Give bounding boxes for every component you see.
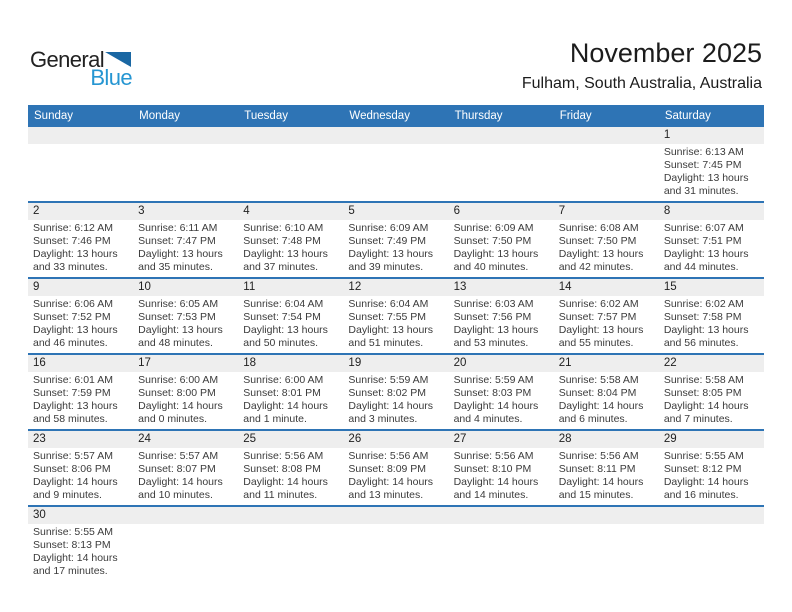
day-number: 9 <box>28 279 133 296</box>
daylight-hours-text: Daylight: 14 hours <box>138 476 223 488</box>
daylight-minutes-text: and 55 minutes. <box>558 337 634 349</box>
daylight-minutes-text: and 1 minute. <box>243 413 307 425</box>
day-cell <box>449 203 554 277</box>
sunset-text: Sunset: 8:03 PM <box>453 387 532 399</box>
day-number: 28 <box>554 431 659 448</box>
day-details <box>449 144 554 201</box>
day-number: 26 <box>343 431 448 448</box>
daylight-hours-text: Daylight: 14 hours <box>33 476 118 488</box>
day-number <box>449 507 554 524</box>
daylight-hours-text: Daylight: 13 hours <box>243 324 328 336</box>
sunrise-text: Sunrise: 5:55 AM <box>33 526 113 538</box>
day-details <box>343 448 448 505</box>
day-details <box>133 144 238 201</box>
day-number: 5 <box>343 203 448 220</box>
daylight-hours-text: Daylight: 13 hours <box>138 324 223 336</box>
day-number: 29 <box>659 431 764 448</box>
daylight-hours-text: Daylight: 14 hours <box>243 476 328 488</box>
day-cell <box>659 279 764 353</box>
day-cell <box>659 203 764 277</box>
week-row <box>28 277 764 353</box>
day-details <box>449 524 554 581</box>
day-cell <box>133 355 238 429</box>
empty-day-cell <box>238 127 343 201</box>
day-details <box>449 372 554 429</box>
day-number: 24 <box>133 431 238 448</box>
day-cell <box>343 279 448 353</box>
weekday-header-thursday: Thursday <box>454 110 503 122</box>
daylight-minutes-text: and 10 minutes. <box>138 489 213 501</box>
sunrise-text: Sunrise: 5:57 AM <box>138 450 219 462</box>
day-details <box>28 372 133 429</box>
day-number: 27 <box>449 431 554 448</box>
sunrise-text: Sunrise: 5:58 AM <box>558 374 639 386</box>
sunset-text: Sunset: 7:48 PM <box>243 235 321 247</box>
daylight-minutes-text: and 0 minutes. <box>138 413 208 425</box>
sunset-text: Sunset: 7:50 PM <box>453 235 532 247</box>
sunrise-text: Sunrise: 6:01 AM <box>33 374 113 386</box>
sunrise-text: Sunrise: 6:05 AM <box>138 298 219 310</box>
sunset-text: Sunset: 8:02 PM <box>348 387 427 399</box>
day-cell <box>659 355 764 429</box>
day-details <box>343 524 448 581</box>
sunrise-text: Sunrise: 5:59 AM <box>453 374 534 386</box>
day-number: 23 <box>28 431 133 448</box>
sunset-text: Sunset: 8:05 PM <box>663 387 742 399</box>
empty-day-cell <box>554 127 659 201</box>
daylight-minutes-text: and 11 minutes. <box>243 489 318 501</box>
day-number <box>659 507 764 524</box>
sunset-text: Sunset: 8:06 PM <box>33 463 111 475</box>
daylight-hours-text: Daylight: 14 hours <box>243 400 328 412</box>
sunset-text: Sunset: 8:09 PM <box>348 463 427 475</box>
daylight-minutes-text: and 37 minutes. <box>243 261 318 273</box>
day-cell <box>238 279 343 353</box>
sunrise-text: Sunrise: 5:56 AM <box>558 450 639 462</box>
day-details <box>238 296 343 353</box>
week-row <box>28 353 764 429</box>
day-number <box>133 127 238 144</box>
daylight-hours-text: Daylight: 14 hours <box>138 400 223 412</box>
daylight-hours-text: Daylight: 14 hours <box>558 476 644 488</box>
daylight-minutes-text: and 58 minutes. <box>33 413 108 425</box>
day-details <box>238 144 343 201</box>
day-details <box>659 144 764 201</box>
sunset-text: Sunset: 7:59 PM <box>33 387 111 399</box>
day-cell <box>28 279 133 353</box>
week-row <box>28 127 764 201</box>
day-number: 17 <box>133 355 238 372</box>
day-details <box>659 296 764 353</box>
day-details <box>449 448 554 505</box>
day-cell <box>133 279 238 353</box>
day-number: 19 <box>343 355 448 372</box>
daylight-hours-text: Daylight: 13 hours <box>33 400 118 412</box>
day-number: 10 <box>133 279 238 296</box>
day-cell <box>28 431 133 505</box>
sunset-text: Sunset: 7:52 PM <box>33 311 111 323</box>
sunrise-text: Sunrise: 6:02 AM <box>558 298 639 310</box>
daylight-minutes-text: and 17 minutes. <box>33 565 108 577</box>
day-details <box>238 448 343 505</box>
daylight-minutes-text: and 35 minutes. <box>138 261 213 273</box>
weekday-header-wednesday: Wednesday <box>349 110 410 122</box>
day-details <box>659 524 764 581</box>
day-number: 13 <box>449 279 554 296</box>
daylight-minutes-text: and 31 minutes. <box>663 185 739 197</box>
day-cell <box>343 355 448 429</box>
weekday-header-monday: Monday <box>139 110 181 122</box>
daylight-hours-text: Daylight: 13 hours <box>348 248 434 260</box>
sunset-text: Sunset: 7:51 PM <box>663 235 742 247</box>
day-number: 16 <box>28 355 133 372</box>
daylight-hours-text: Daylight: 14 hours <box>348 476 434 488</box>
daylight-hours-text: Daylight: 13 hours <box>33 248 118 260</box>
day-details <box>343 220 448 277</box>
daylight-hours-text: Daylight: 14 hours <box>558 400 644 412</box>
sunrise-text: Sunrise: 6:10 AM <box>243 222 324 234</box>
day-number <box>343 507 448 524</box>
day-cell <box>659 431 764 505</box>
sunset-text: Sunset: 7:53 PM <box>138 311 216 323</box>
day-cell <box>238 355 343 429</box>
daylight-minutes-text: and 46 minutes. <box>33 337 108 349</box>
weekday-header-sunday: Sunday <box>34 110 74 122</box>
sunrise-text: Sunrise: 5:57 AM <box>33 450 113 462</box>
empty-day-cell <box>449 127 554 201</box>
sunset-text: Sunset: 8:04 PM <box>558 387 637 399</box>
sunset-text: Sunset: 7:46 PM <box>33 235 111 247</box>
day-cell <box>238 203 343 277</box>
day-number: 11 <box>238 279 343 296</box>
sunset-text: Sunset: 8:13 PM <box>33 539 111 551</box>
daylight-hours-text: Daylight: 14 hours <box>33 552 118 564</box>
sunrise-text: Sunrise: 5:58 AM <box>663 374 744 386</box>
title-block <box>522 38 762 93</box>
day-details <box>28 296 133 353</box>
day-details <box>133 296 238 353</box>
day-number <box>554 127 659 144</box>
sunrise-text: Sunrise: 6:11 AM <box>138 222 218 234</box>
daylight-hours-text: Daylight: 13 hours <box>453 248 539 260</box>
daylight-minutes-text: and 44 minutes. <box>663 261 739 273</box>
daylight-hours-text: Daylight: 14 hours <box>663 476 749 488</box>
weekday-header-tuesday: Tuesday <box>244 110 288 122</box>
day-number <box>133 507 238 524</box>
daylight-minutes-text: and 42 minutes. <box>558 261 634 273</box>
day-cell <box>238 431 343 505</box>
sunset-text: Sunset: 7:49 PM <box>348 235 427 247</box>
empty-day-cell <box>343 507 448 581</box>
sunset-text: Sunset: 7:47 PM <box>138 235 216 247</box>
day-details <box>554 372 659 429</box>
day-details <box>28 524 133 581</box>
sunset-text: Sunset: 8:07 PM <box>138 463 216 475</box>
sunrise-text: Sunrise: 6:03 AM <box>453 298 534 310</box>
daylight-minutes-text: and 14 minutes. <box>453 489 529 501</box>
week-row <box>28 201 764 277</box>
day-cell <box>554 355 659 429</box>
day-number: 8 <box>659 203 764 220</box>
sunset-text: Sunset: 7:57 PM <box>558 311 637 323</box>
day-number: 1 <box>659 127 764 144</box>
day-details <box>133 372 238 429</box>
daylight-hours-text: Daylight: 13 hours <box>663 248 749 260</box>
daylight-minutes-text: and 48 minutes. <box>138 337 213 349</box>
day-number: 2 <box>28 203 133 220</box>
day-number <box>28 127 133 144</box>
day-number <box>238 507 343 524</box>
day-cell <box>28 355 133 429</box>
day-number: 12 <box>343 279 448 296</box>
location-subtitle: Fulham, South Australia, Australia <box>521 75 762 92</box>
daylight-hours-text: Daylight: 14 hours <box>453 476 539 488</box>
weekday-header-row <box>28 105 764 127</box>
day-number: 7 <box>554 203 659 220</box>
daylight-minutes-text: and 16 minutes. <box>663 489 739 501</box>
day-details <box>133 220 238 277</box>
sunset-text: Sunset: 8:10 PM <box>453 463 532 475</box>
daylight-minutes-text: and 6 minutes. <box>558 413 628 425</box>
sunrise-text: Sunrise: 6:04 AM <box>243 298 324 310</box>
sunset-text: Sunset: 8:08 PM <box>243 463 321 475</box>
week-row <box>28 505 764 581</box>
day-number: 4 <box>238 203 343 220</box>
empty-day-cell <box>133 507 238 581</box>
sunset-text: Sunset: 7:58 PM <box>663 311 742 323</box>
day-details <box>449 296 554 353</box>
day-number: 18 <box>238 355 343 372</box>
daylight-hours-text: Daylight: 13 hours <box>453 324 539 336</box>
sunrise-text: Sunrise: 6:00 AM <box>243 374 324 386</box>
day-details <box>28 448 133 505</box>
daylight-minutes-text: and 3 minutes. <box>348 413 418 425</box>
daylight-minutes-text: and 40 minutes. <box>453 261 529 273</box>
sunset-text: Sunset: 8:01 PM <box>243 387 321 399</box>
day-cell <box>133 203 238 277</box>
day-cell <box>343 431 448 505</box>
sunrise-text: Sunrise: 6:12 AM <box>33 222 113 234</box>
sunrise-text: Sunrise: 5:56 AM <box>453 450 534 462</box>
day-number: 6 <box>449 203 554 220</box>
daylight-hours-text: Daylight: 13 hours <box>558 248 644 260</box>
logo-text-general: General <box>30 47 105 72</box>
day-details <box>659 220 764 277</box>
daylight-hours-text: Daylight: 13 hours <box>663 324 749 336</box>
daylight-minutes-text: and 51 minutes. <box>348 337 424 349</box>
empty-day-cell <box>343 127 448 201</box>
day-details <box>343 372 448 429</box>
week-row <box>28 429 764 505</box>
sunset-text: Sunset: 7:45 PM <box>663 159 742 171</box>
day-number <box>554 507 659 524</box>
day-details <box>554 296 659 353</box>
sunrise-text: Sunrise: 6:09 AM <box>453 222 534 234</box>
sunset-text: Sunset: 8:00 PM <box>138 387 216 399</box>
general-blue-logo <box>30 47 132 90</box>
sunrise-text: Sunrise: 6:04 AM <box>348 298 429 310</box>
daylight-hours-text: Daylight: 14 hours <box>663 400 749 412</box>
sunrise-text: Sunrise: 6:00 AM <box>138 374 219 386</box>
empty-day-cell <box>28 127 133 201</box>
weekday-header-saturday: Saturday <box>664 110 711 122</box>
sunset-text: Sunset: 7:56 PM <box>453 311 532 323</box>
empty-day-cell <box>133 127 238 201</box>
daylight-hours-text: Daylight: 13 hours <box>243 248 328 260</box>
day-number: 20 <box>449 355 554 372</box>
day-details <box>554 144 659 201</box>
day-details <box>28 144 133 201</box>
sunrise-text: Sunrise: 5:56 AM <box>243 450 324 462</box>
day-number <box>343 127 448 144</box>
sunrise-text: Sunrise: 5:56 AM <box>348 450 429 462</box>
daylight-minutes-text: and 50 minutes. <box>243 337 318 349</box>
daylight-hours-text: Daylight: 14 hours <box>348 400 434 412</box>
day-details <box>554 220 659 277</box>
day-cell <box>554 203 659 277</box>
daylight-minutes-text: and 56 minutes. <box>663 337 739 349</box>
day-cell <box>28 203 133 277</box>
day-cell <box>133 431 238 505</box>
sunrise-text: Sunrise: 6:02 AM <box>663 298 744 310</box>
day-details <box>28 220 133 277</box>
empty-day-cell <box>659 507 764 581</box>
day-details <box>554 448 659 505</box>
page-title: November 2025 <box>569 38 762 68</box>
day-number: 30 <box>28 507 133 524</box>
daylight-minutes-text: and 15 minutes. <box>558 489 634 501</box>
day-number: 22 <box>659 355 764 372</box>
daylight-hours-text: Daylight: 13 hours <box>348 324 434 336</box>
empty-day-cell <box>238 507 343 581</box>
day-cell <box>554 431 659 505</box>
day-number: 14 <box>554 279 659 296</box>
sunset-text: Sunset: 7:54 PM <box>243 311 321 323</box>
logo-text-blue: Blue <box>90 65 132 90</box>
daylight-minutes-text: and 4 minutes. <box>453 413 523 425</box>
day-details <box>238 372 343 429</box>
daylight-minutes-text: and 13 minutes. <box>348 489 424 501</box>
day-details <box>133 524 238 581</box>
sunrise-text: Sunrise: 6:13 AM <box>663 146 744 158</box>
day-cell <box>449 431 554 505</box>
day-number <box>238 127 343 144</box>
daylight-minutes-text: and 9 minutes. <box>33 489 102 501</box>
day-number: 15 <box>659 279 764 296</box>
sunrise-text: Sunrise: 6:08 AM <box>558 222 639 234</box>
sunrise-text: Sunrise: 5:59 AM <box>348 374 429 386</box>
sunset-text: Sunset: 8:12 PM <box>663 463 742 475</box>
day-details <box>659 448 764 505</box>
day-cell <box>659 127 764 201</box>
day-details <box>659 372 764 429</box>
day-details <box>554 524 659 581</box>
calendar <box>28 105 764 581</box>
calendar-weeks <box>28 127 764 581</box>
daylight-hours-text: Daylight: 13 hours <box>558 324 644 336</box>
daylight-hours-text: Daylight: 13 hours <box>663 172 749 184</box>
sunset-text: Sunset: 7:55 PM <box>348 311 427 323</box>
day-details <box>343 296 448 353</box>
day-details <box>133 448 238 505</box>
day-cell <box>28 507 133 581</box>
sunset-text: Sunset: 8:11 PM <box>558 463 636 475</box>
daylight-hours-text: Daylight: 14 hours <box>453 400 539 412</box>
day-cell <box>554 279 659 353</box>
sunrise-text: Sunrise: 6:09 AM <box>348 222 429 234</box>
daylight-minutes-text: and 33 minutes. <box>33 261 108 273</box>
sunset-text: Sunset: 7:50 PM <box>558 235 637 247</box>
empty-day-cell <box>554 507 659 581</box>
weekday-header-friday: Friday <box>559 110 592 122</box>
day-details <box>238 220 343 277</box>
sunrise-text: Sunrise: 5:55 AM <box>663 450 744 462</box>
empty-day-cell <box>449 507 554 581</box>
day-number: 25 <box>238 431 343 448</box>
day-cell <box>449 355 554 429</box>
daylight-minutes-text: and 53 minutes. <box>453 337 529 349</box>
daylight-hours-text: Daylight: 13 hours <box>33 324 118 336</box>
day-number: 3 <box>133 203 238 220</box>
sunrise-text: Sunrise: 6:06 AM <box>33 298 113 310</box>
sunrise-text: Sunrise: 6:07 AM <box>663 222 744 234</box>
day-cell <box>343 203 448 277</box>
day-number <box>449 127 554 144</box>
day-number: 21 <box>554 355 659 372</box>
daylight-minutes-text: and 39 minutes. <box>348 261 424 273</box>
day-cell <box>449 279 554 353</box>
day-details <box>343 144 448 201</box>
day-details <box>449 220 554 277</box>
daylight-hours-text: Daylight: 13 hours <box>138 248 223 260</box>
day-details <box>238 524 343 581</box>
daylight-minutes-text: and 7 minutes. <box>663 413 733 425</box>
